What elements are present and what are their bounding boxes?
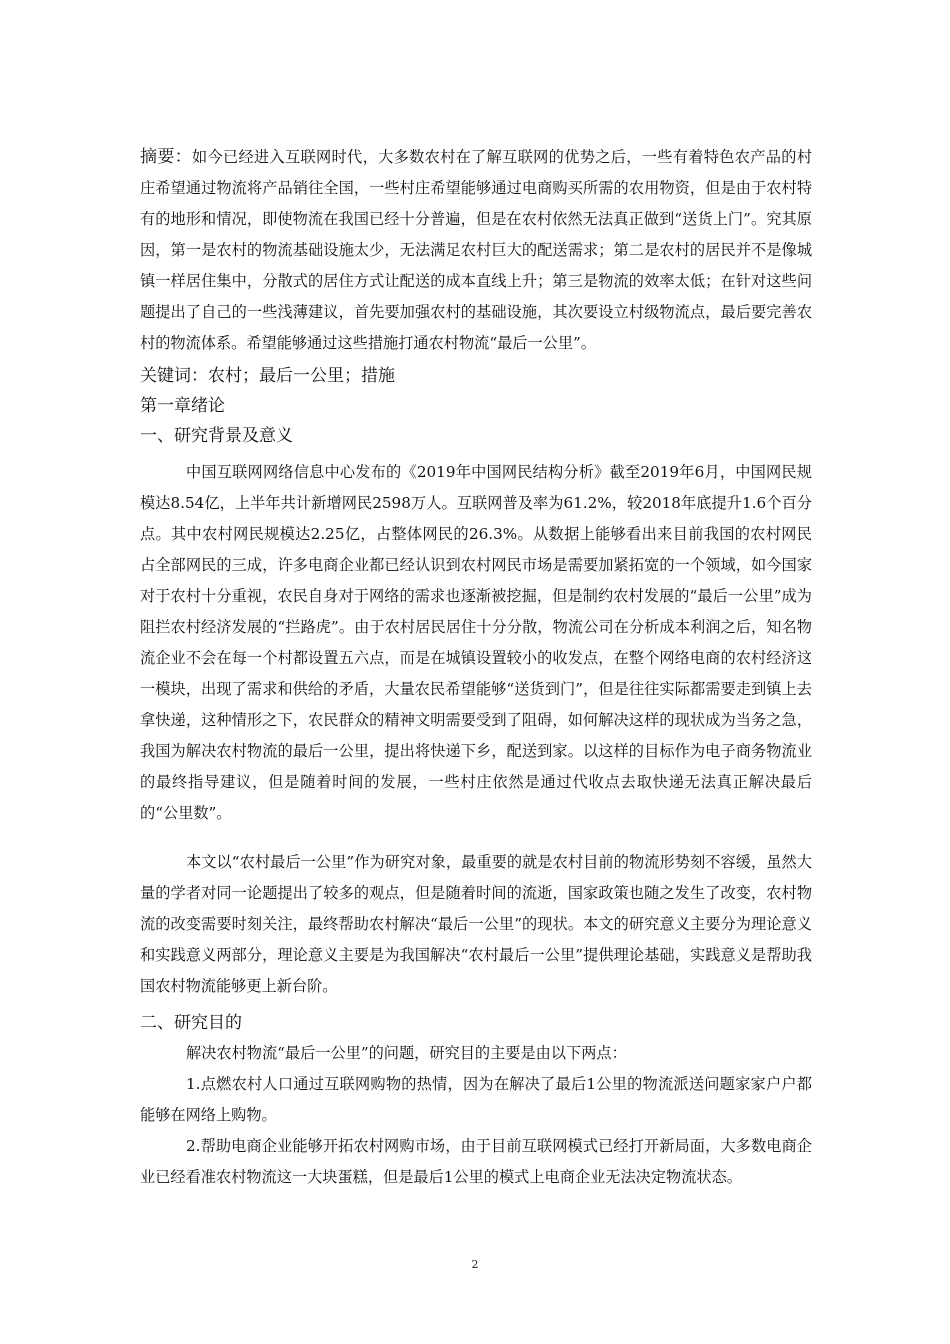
abstract-text: 如今已经进入互联网时代，大多数农村在了解互联网的优势之后，一些有着特色农产品的村庄希望通过物流将产品销往全国，一些村庄希望能够通过电商购买所需的农用物资，但是由于农村特有的地形和情况，即使物流在我国已经十分普遍，但是在农村依然无法真正做到“送货上门”。究其原因，第一是农村的物流基础设施太少，无法满足农村巨大的配送需求；第二是农村的居民并不是像城镇一样居住集中，分散式的居住方式让配送的成本直线上升；第三是物流的效率太低；在针对这些问题提出了自己的一些浅薄建议，首先要加强农村的基础设施，其次要设立村级物流点，最后要完善农村的物流体系。希望能够通过这些措施打通农村物流“最后一公里”。 (140, 148, 813, 352)
purpose-item-2: 2.帮助电商企业能够开拓农村网购市场，由于目前互联网模式已经打开新局面，大多数电商企业已经看准农村物流这一大块蛋糕，但是最后1公里的模式上电商企业无法决定物流状态。 (140, 1137, 812, 1186)
keywords-label: 关键词： (140, 366, 208, 386)
keywords-line (140, 361, 812, 391)
background-paragraph-1: 中国互联网网络信息中心发布的《2019年中国网民结构分析》截至2019年6月，中国网民规模达8.54亿，上半年共计新增网民2598万人。互联网普及率为61.2%，较2018年底提升1.6个百分点。其中农村网民规模达2.25亿，占整体网民的26.3%。从数据上能够看出来目前我国的农村网民占全部网民的三成，许多电商企业都已经认识到农村网民市场是需要加紧拓宽的一个领域，如今国家对于农村十分重视，农民自身对于网络的需求也逐渐被挖掘，但是制约农村发展的“最后一公里”成为阻拦农村经济发展的“拦路虎”。由于农村居民居住十分分散，物流公司在分析成本利润之后，知名物流企业不会在每一个村都设置五六点，而是在城镇设置较小的收发点，在整个网络电商的农村经济这一模块，出现了需求和供给的矛盾，大量农民希望能够“送货到门”，但是往往实际都需要走到镇上去拿快递，这种情形之下，农民群众的精神文明需要受到了阻碍，如何解决这样的现状成为当务之急，我国为解决农村物流的最后一公里，提出将快递下乡，配送到家。以这样的目标作为电子商务物流业的最终指导建议，但是随着时间的发展，一些村庄依然是通过代收点去取快递无法真正解决最后的“公里数”。 (140, 463, 812, 822)
purpose-intro: 解决农村物流“最后一公里”的问题，研究目的主要是由以下两点： (186, 1044, 627, 1062)
abstract-paragraph (140, 142, 812, 359)
section-title-purpose: 二、研究目的 (140, 1013, 242, 1033)
background-paragraph-2: 本文以“农村最后一公里”作为研究对象，最重要的就是农村目前的物流形势刻不容缓，虽然大量的学者对同一论题提出了较多的观点，但是随着时间的流逝，国家政策也随之发生了改变，农村物流的改变需要时刻关注，最终帮助农村解决“最后一公里”的现状。本文的研究意义主要分为理论意义和实践意义两部分，理论意义主要是为我国解决“农村最后一公里”提供理论基础，实践意义是帮助我国农村物流能够更上新台阶。 (140, 853, 812, 995)
section-title-background: 一、研究背景及意义 (140, 426, 293, 446)
spacer (140, 829, 812, 847)
document-page (140, 142, 812, 1193)
purpose-item-1: 1.点燃农村人口通过互联网购物的热情，因为在解决了最后1公里的物流派送问题家家户户都能够在网络上购物。 (140, 1075, 812, 1124)
chapter-title: 第一章绪论 (140, 396, 225, 416)
abstract-label: 摘要： (140, 147, 192, 167)
page-number: 2 (471, 1258, 479, 1271)
keywords-text: 农村；最后一公里；措施 (208, 366, 395, 386)
